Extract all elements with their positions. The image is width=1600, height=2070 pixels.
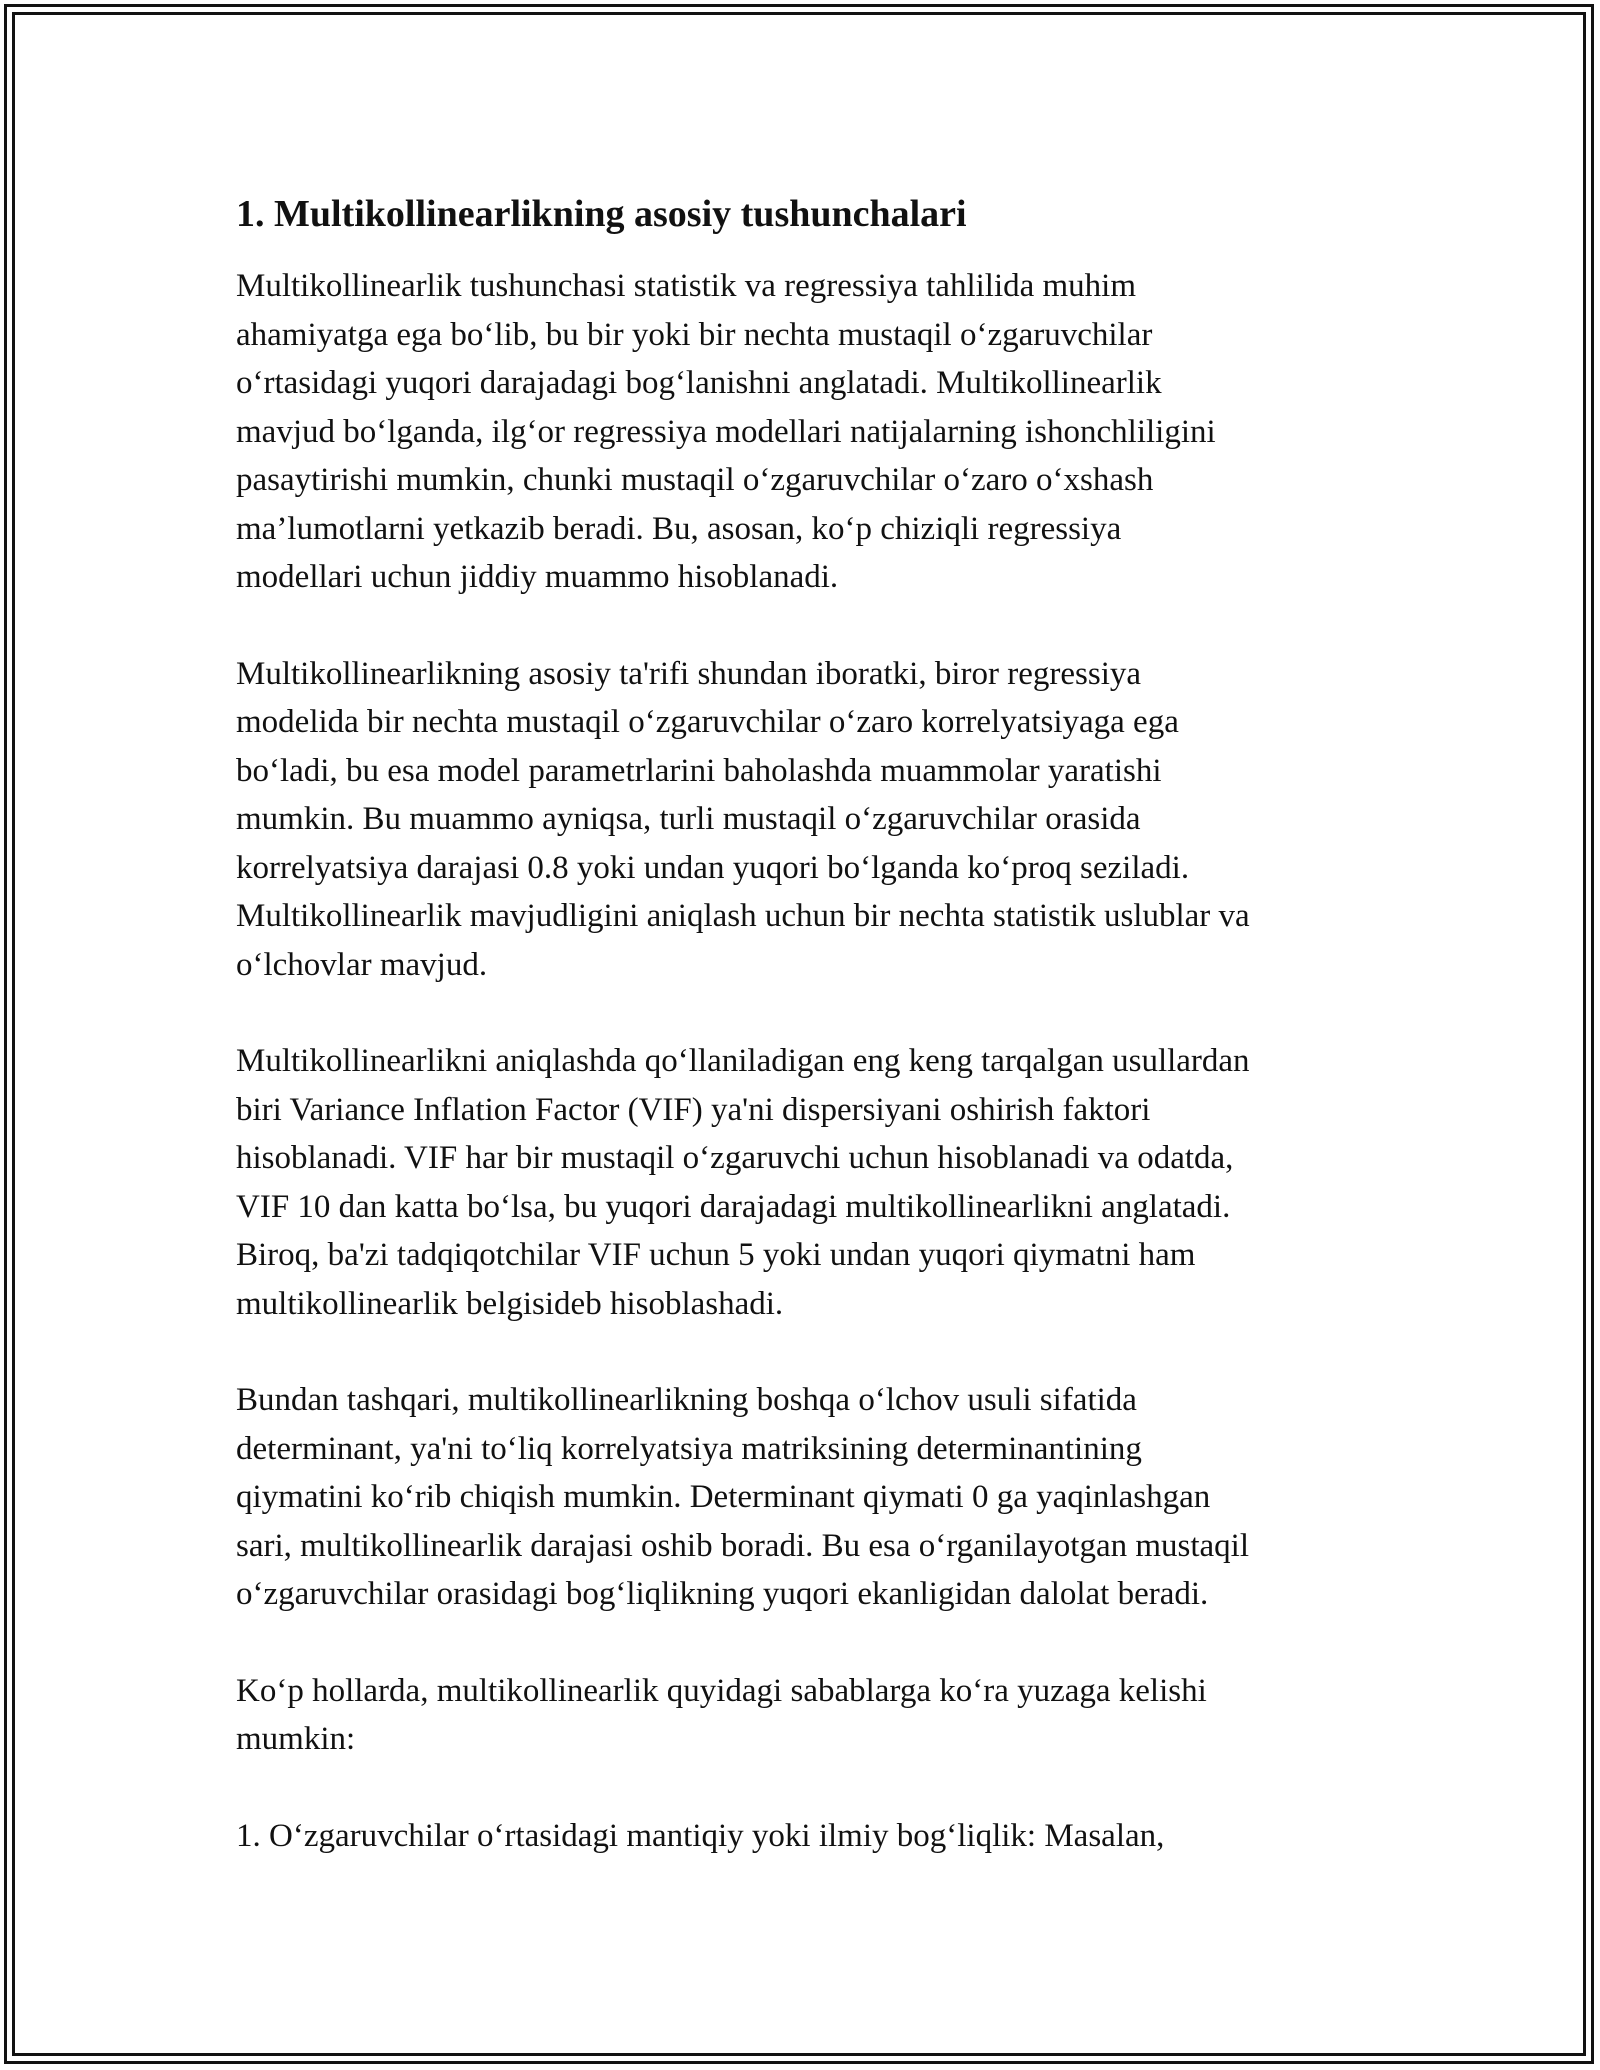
paragraph-4: Bundan tashqari, multikollinearlikning boshqa o‘lchov usuli sifatida determinant, ya'ni to‘liq korrelyatsiya matriksining determinantining qiymatini ko‘rib chiqish mumkin. Determinant qiymati 0 ga yaqinlashgan sari, multikollinearlik darajasi oshib boradi. Bu esa o‘rganilayotgan mustaqil o‘zgaruvchilar orasidagi bog‘liqlikning yuqori ekanligidan dalolat beradi. — [236, 1382, 1250, 1612]
list-item-1: 1. O‘zgaruvchilar o‘rtasidagi mantiqiy yoki ilmiy bog‘liqlik: Masalan, — [236, 1817, 1165, 1854]
document-content — [236, 188, 1366, 1860]
paragraph-2: Multikollinearlikning asosiy ta'rifi shundan iboratki, biror regressiya modelida bir nechta mustaqil o‘zgaruvchilar o‘zaro korrelyatsiyaga ega bo‘ladi, bu esa model parametrlarini baholashda muammolar yaratishi mumkin. Bu muammo ayniqsa, turli mustaqil o‘zgaruvchilar orasida korrelyatsiya darajasi 0.8 yoki undan yuqori bo‘lganda ko‘proq seziladi. Multikollinearlik mavjudligini aniqlash uchun bir nechta statistik uslublar va o‘lchovlar mavjud. — [236, 655, 1250, 983]
paragraph-3: Multikollinearlikni aniqlashda qo‘llaniladigan eng keng tarqalgan usullardan biri Variance Inflation Factor (VIF) ya'ni dispersiyani oshirish faktori hisoblanadi. VIF har bir mustaqil o‘zgaruvchi uchun hisoblanadi va odatda, VIF 10 dan katta bo‘lsa, bu yuqori darajadagi multikollinearlikni anglatadi. Biroq, ba'zi tadqiqotchilar VIF uchun 5 yoki undan yuqori qiymatni ham multikollinearlik belgisideb hisoblashadi. — [236, 1043, 1250, 1322]
paragraph-1: Multikollinearlik tushunchasi statistik va regressiya tahlilida muhim ahamiyatga ega bo‘lib, bu bir yoki bir nechta mustaqil o‘zgaruvchilar o‘rtasidagi yuqori darajadagi bog‘lanishni anglatadi. Multikollinearlik mavjud bo‘lganda, ilg‘or regressiya modellari natijalarning ishonchliligini pasaytirishi mumkin, chunki mustaqil o‘zgaruvchilar o‘zaro o‘xshash ma’lumotlarni yetkazib beradi. Bu, asosan, ko‘p chiziqli regressiya modellari uchun jiddiy muammo hisoblanadi. — [236, 268, 1216, 595]
section-heading: 1. Multikollinearlikning asosiy tushunchalari — [236, 193, 967, 235]
document-body — [236, 262, 1366, 1860]
paragraph-5: Ko‘p hollarda, multikollinearlik quyidagi sabablarga ko‘ra yuzaga kelishi mumkin: — [236, 1672, 1207, 1757]
